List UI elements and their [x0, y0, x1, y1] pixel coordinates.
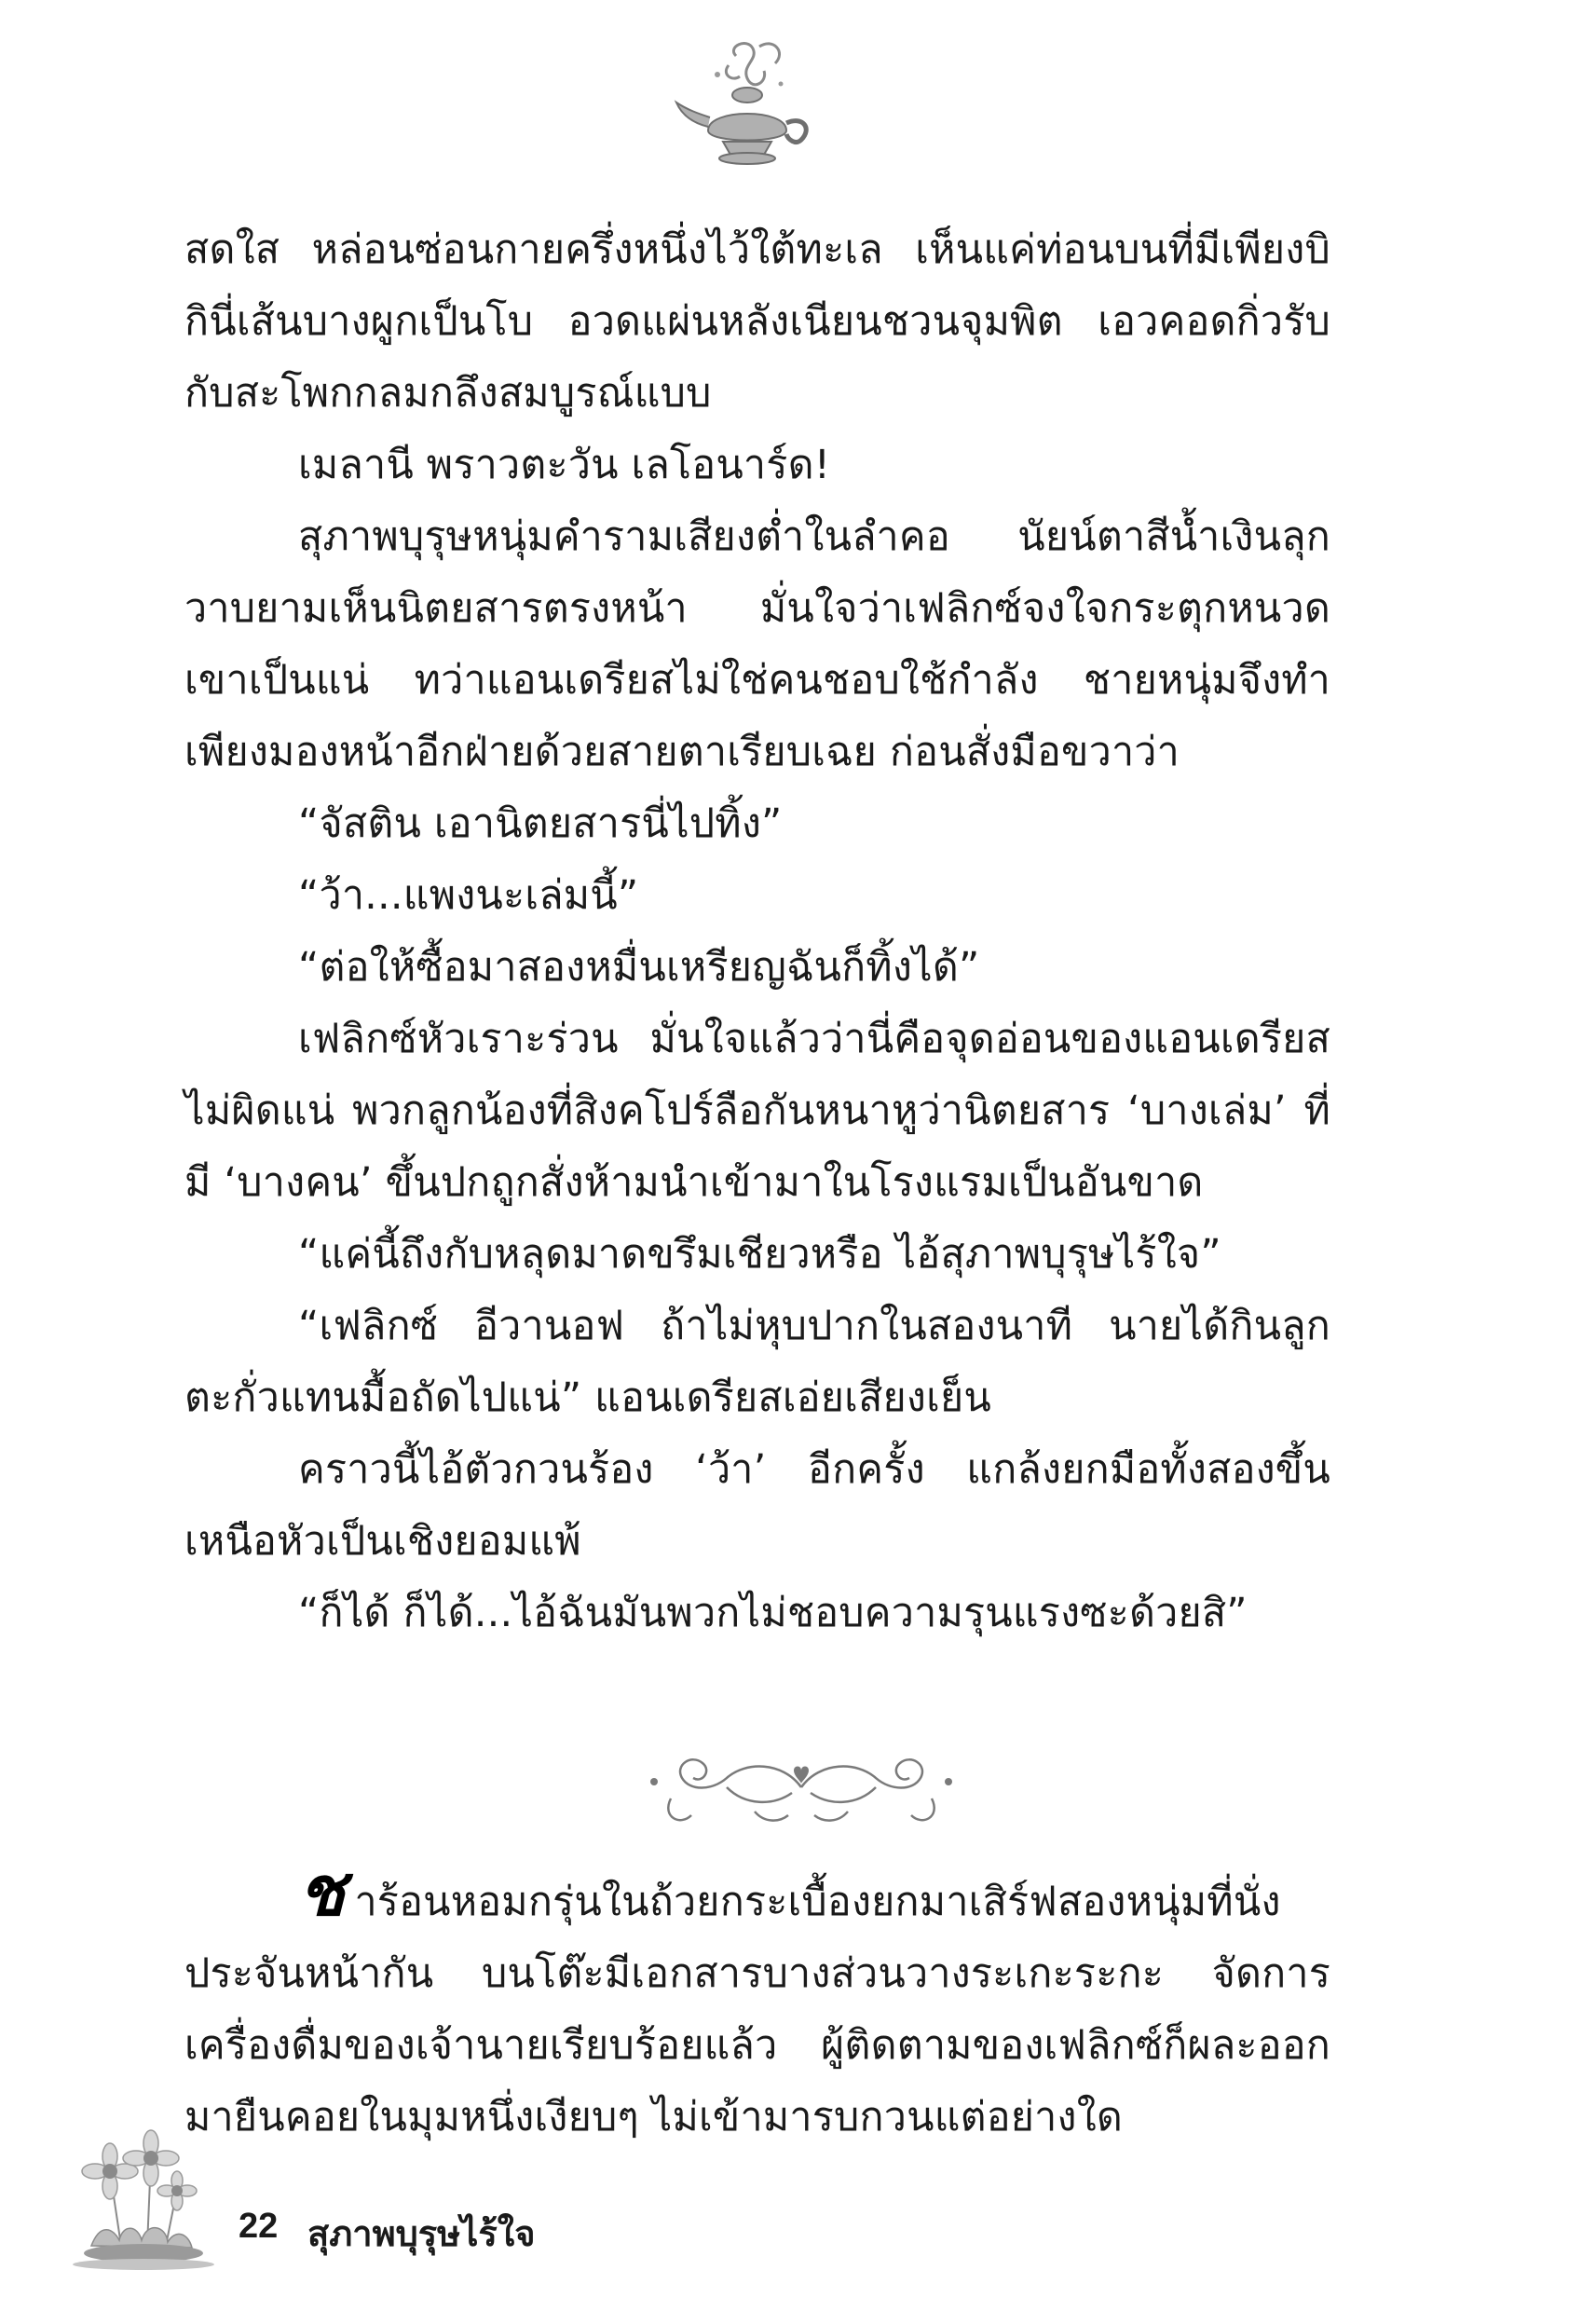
swirl-divider-icon [634, 1733, 969, 1836]
book-title: สุภาพบุรุษไร้ใจ [307, 2213, 536, 2254]
paragraph: “แค่นี้ถึงกับหลุดมาดขรึมเชียวหรือ ไอ้สุภาพบุรุษไร้ใจ” [298, 1231, 1221, 1278]
body-text-top [184, 214, 1330, 1649]
page-number: 22 [239, 2207, 279, 2246]
paragraph: สดใส หล่อนซ่อนกายครึ่งหนึ่งไว้ใต้ทะเล เห็นแค่ท่อนบนที่มีเพียงบิกินี่เส้นบางผูกเป็นโบ อวดแผ่นหลังเนียนชวนจุมพิต เอวคอดกิ่วรับกับสะโพกกลมกลึงสมบูรณ์แบบ [184, 226, 1330, 417]
paragraph: “ต่อให้ซื้อมาสองหมื่นเหรียญฉันก็ทิ้งได้” [298, 944, 980, 991]
paragraph: “ก็ได้ ก็ได้...ไอ้ฉันมันพวกไม่ชอบความรุนแรงซะด้วยสิ” [298, 1590, 1248, 1636]
paragraph: “เฟลิกซ์ อีวานอฟ ถ้าไม่หุบปากในสองนาที นายได้กินลูกตะกั่วแทนมื้อถัดไปแน่” แอนเดรียสเอ่ยเสียงเย็น [184, 1303, 1330, 1421]
genie-lamp-icon [671, 37, 820, 177]
paragraph: สุภาพบุรุษหนุ่มคำรามเสียงต่ำในลำคอ นัยน์ตาสีน้ำเงินลุกวาบยามเห็นนิตยสารตรงหน้า มั่นใจว่าเฟลิกซ์จงใจกระตุกหนวดเขาเป็นแน่ ทว่าแอนเดรียสไม่ใช่คนชอบใช้กำลัง ชายหนุ่มจึงทำเพียงมองหน้าอีกฝ่ายด้วยสายตาเรียบเฉย ก่อนสั่งมือขวาว่า [184, 513, 1330, 775]
paragraph: คราวนี้ไอ้ตัวกวนร้อง ‘ว้า’ อีกครั้ง แกล้งยกมือทั้งสองขึ้นเหนือหัวเป็นเชิงยอมแพ้ [184, 1446, 1330, 1565]
page-footer [73, 2125, 725, 2274]
body-text-bottom [184, 1852, 1330, 2154]
paragraph: “จัสติน เอานิตยสารนี่ไปทิ้ง” [298, 800, 783, 847]
sunflower-icon [73, 2125, 231, 2274]
section-two-text: าร้อนหอมกรุ่นในถ้วยกระเบื้องยกมาเสิร์ฟสองหนุ่มที่นั่งประจันหน้ากัน บนโต๊ะมีเอกสารบางส่วนวางระเกะระกะ จัดการเครื่องดื่มของเจ้านายเรียบร้อยแล้ว ผู้ติดตามของเฟลิกซ์ก็ผละออกมายืนคอยในมุมหนึ่งเงียบๆ ไม่เข้ามารบกวนแต่อย่างใด [184, 1879, 1330, 2140]
paragraph: เมลานี พราวตะวัน เลโอนาร์ด! [298, 442, 831, 488]
paragraph: “ว้า...แพงนะเล่มนี้” [298, 872, 639, 919]
paragraph: เฟลิกซ์หัวเราะร่วน มั่นใจแล้วว่านี่คือจุดอ่อนของแอนเดรียสไม่ผิดแน่ พวกลูกน้องที่สิงคโปร์ลือกันหนาหูว่านิตยสาร ‘บางเล่ม’ ที่มี ‘บางคน’ ขึ้นปกถูกสั่งห้ามนำเข้ามาในโรงแรมเป็นอันขาด [184, 1016, 1330, 1206]
dropcap-letter: ช [298, 1852, 346, 1932]
